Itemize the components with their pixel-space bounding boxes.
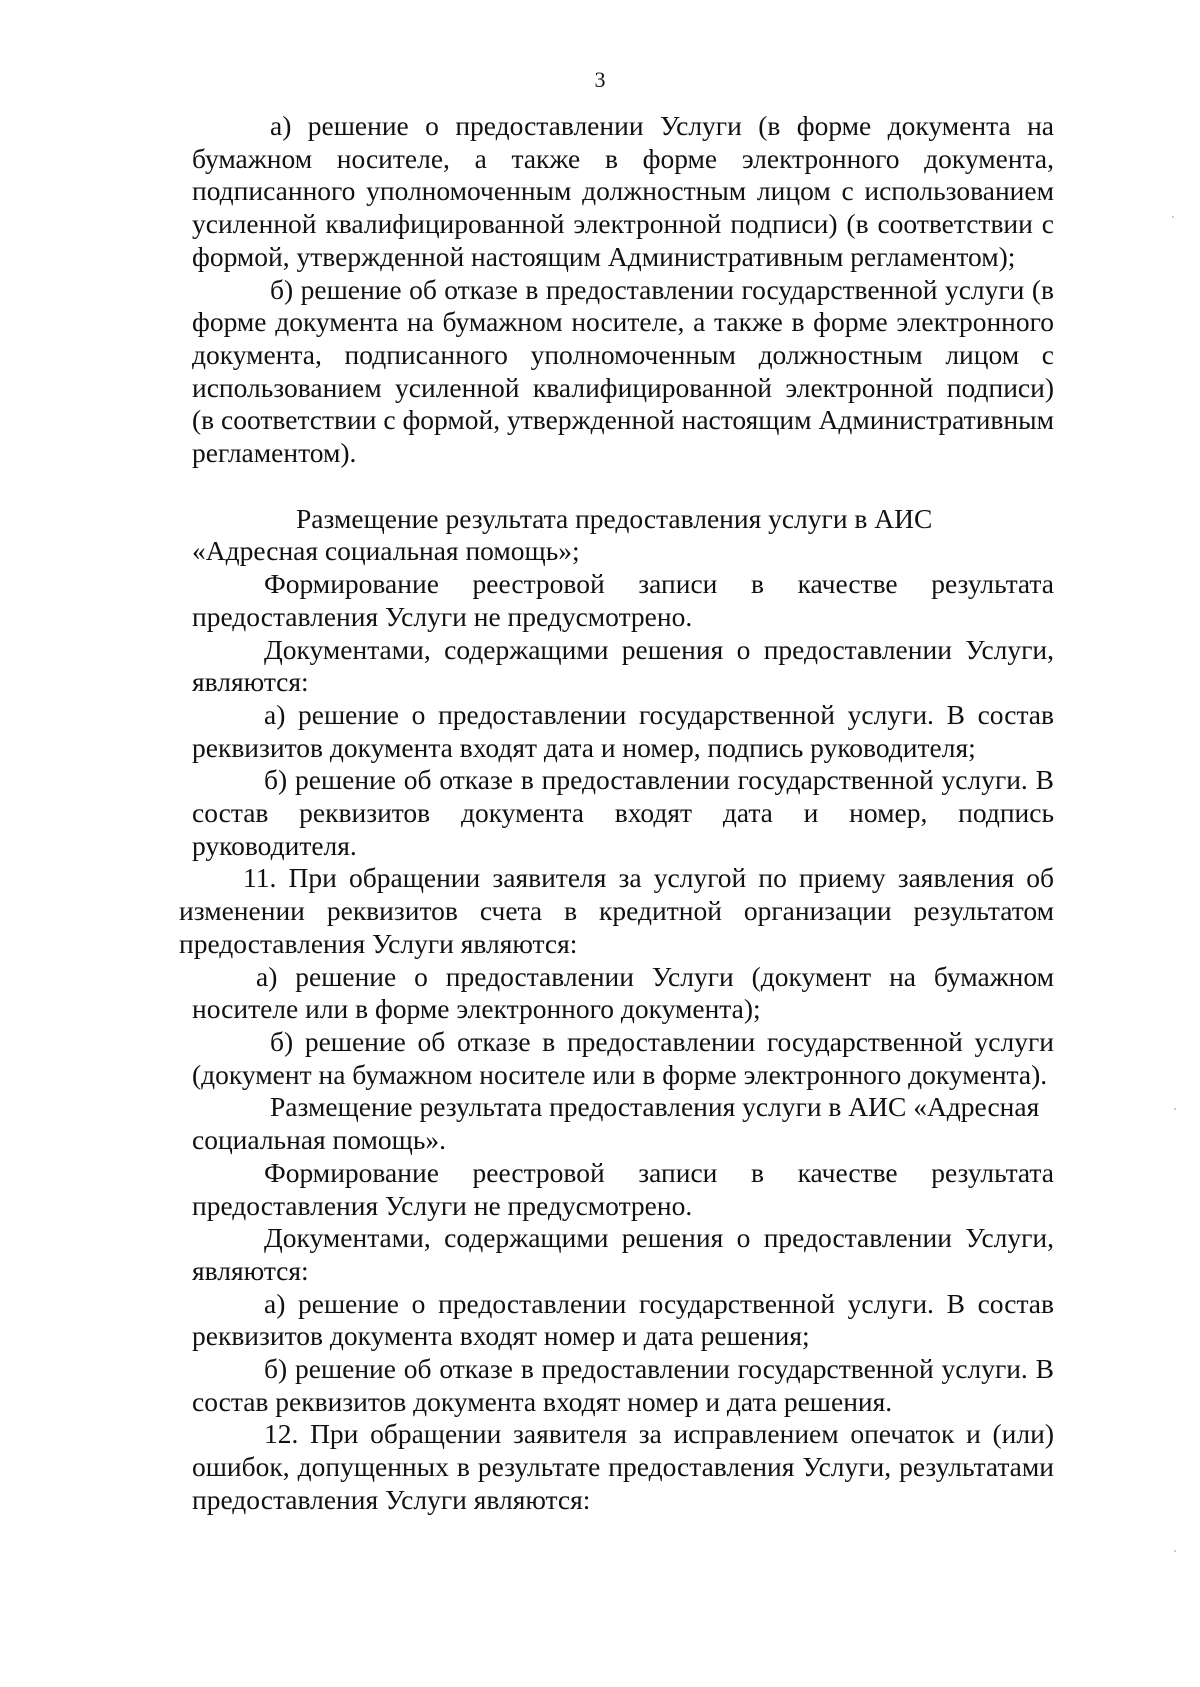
paragraph-item-12: 12. При обращении заявителя за исправлением опечаток и (или) ошибок, допущенных в результате предоставления Услуги, результатами предоставления Услуги являются: [192, 1418, 1054, 1515]
paragraph-refusal-requisites: б) решение об отказе в предоставлении государственной услуги. В состав реквизитов документа входят дата и номер, подпись руководителя. [192, 764, 1054, 861]
document-body [179, 110, 1054, 1517]
paragraph-documents-intro: Документами, содержащими решения о предоставлении Услуги, являются: [192, 633, 1054, 698]
paragraph-documents-intro-2: Документами, содержащими решения о предоставлении Услуги, являются: [192, 1222, 1054, 1286]
paragraph-registry-record-2: Формирование реестровой записи в качестве результата предоставления Услуги не предусмотрено. [192, 1156, 1054, 1221]
paragraph-grant-requisites: а) решение о предоставлении государственной услуги. В состав реквизитов документа входят дата и номер, подпись руководителя; [192, 698, 1054, 763]
paragraph-decision-grant: а) решение о предоставлении Услуги (в форме документа на бумажном носителе, а также в форме электронного документа, подписанного уполномоченным должностным лицом с использованием усиленной квалифицированной электронной подписи) (в соответствии с формой, утвержденной настоящим Административным регламентом); [192, 110, 1054, 272]
paragraph-grant-requisites-2: а) решение о предоставлении государственной услуги. В состав реквизитов документа входят номер и дата решения; [192, 1287, 1054, 1352]
scan-speck [1172, 216, 1174, 218]
scan-speck [1174, 1108, 1176, 1110]
paragraph-decision-refusal: б) решение об отказе в предоставлении государственной услуги (в форме документа на бумажном носителе, а также в форме электронного документа, подписанного уполномоченным должностным лицом с использованием усиленной квалифицированной электронной подписи) (в соответствии с формой, утвержденной настоящим Административным регламентом). [192, 273, 1054, 469]
paragraph-item-11-refusal: б) решение об отказе в предоставлении государственной услуги (документ на бумажном носителе или в форме электронного документа). [192, 1025, 1054, 1090]
page-number: 3 [594, 67, 606, 92]
paragraph-ais-placement: Размещение результата предоставления услуги в АИС «Адресная социальная помощь»; [192, 502, 933, 567]
paragraph-gap [192, 470, 1054, 503]
paragraph-registry-record: Формирование реестровой записи в качестве результата предоставления Услуги не предусмотрено. [192, 568, 1054, 632]
paragraph-item-11: 11. При обращении заявителя за услугой по приему заявления об изменении реквизитов счета в кредитной организации результатом предоставления Услуги являются: [179, 862, 1054, 959]
scan-speck [1174, 1550, 1176, 1552]
paragraph-ais-placement-2: Размещение результата предоставления услуги в АИС «Адресная социальная помощь». [192, 1091, 1040, 1156]
paragraph-refusal-requisites-2: б) решение об отказе в предоставлении государственной услуги. В состав реквизитов документа входят номер и дата решения. [192, 1353, 1054, 1417]
paragraph-item-11-grant: а) решение о предоставлении Услуги (документ на бумажном носителе или в форме электронного документа); [192, 960, 1054, 1025]
